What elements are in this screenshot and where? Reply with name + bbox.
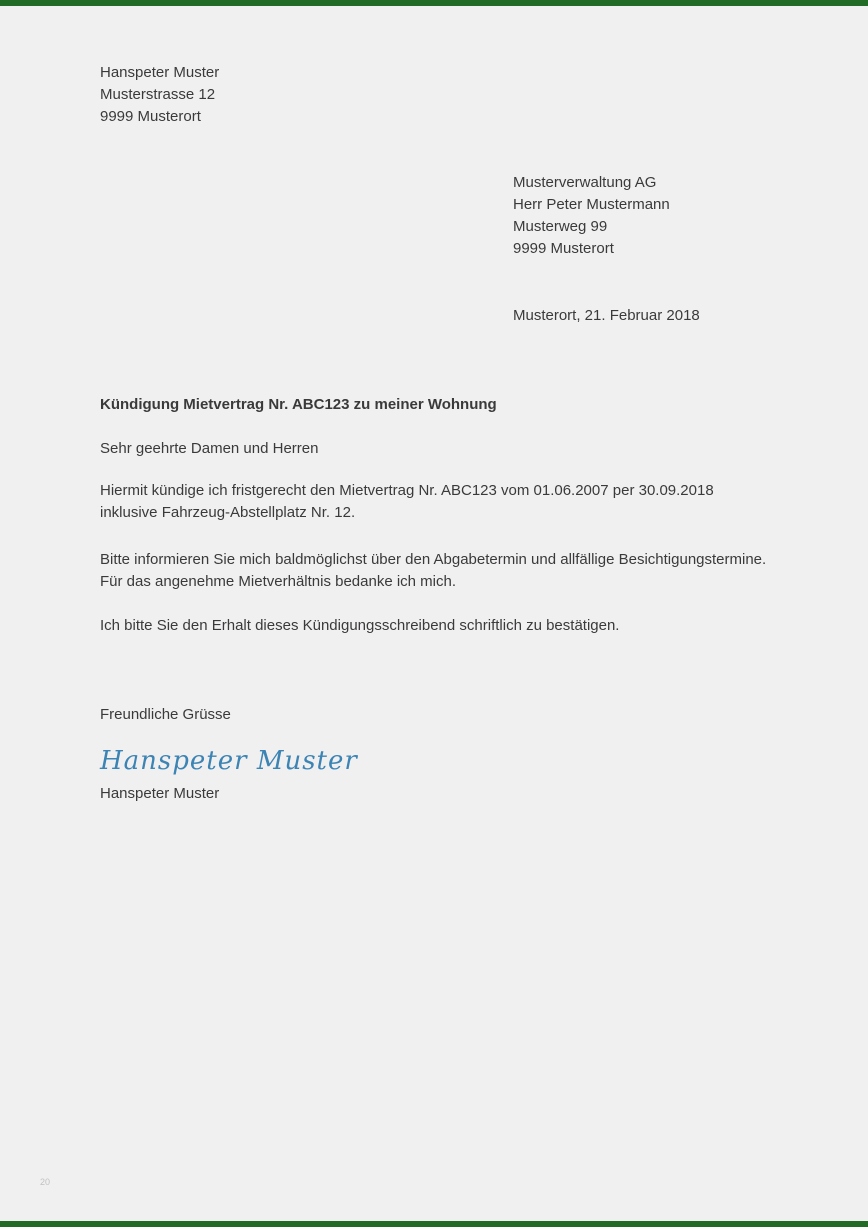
body-paragraph-2: Bitte informieren Sie mich baldmöglichst über den Abgabetermin und allfällige Besichtigungstermine. Für das angenehme Mietverhältnis bedanke ich mich.: [100, 551, 767, 590]
subject-line: Kündigung Mietvertrag Nr. ABC123 zu meiner Wohnung: [100, 396, 497, 413]
signer-printed-name: Hanspeter Muster: [100, 785, 220, 802]
body-paragraph-1: Hiermit kündige ich fristgerecht den Mietvertrag Nr. ABC123 vom 01.06.2007 per 30.09.2018 inklusive Fahrzeug-Abstellplatz Nr. 12.: [100, 482, 714, 521]
top-green-border: [0, 0, 868, 6]
closing-line: Freundliche Grüsse: [100, 706, 231, 723]
recipient-name: Herr Peter Mustermann: [513, 196, 670, 213]
sender-city: 9999 Musterort: [100, 108, 201, 125]
recipient-address-block: [513, 172, 670, 260]
page-number: 20: [40, 1177, 51, 1187]
date-line: Musterort, 21. Februar 2018: [513, 307, 700, 324]
recipient-city: 9999 Musterort: [513, 240, 614, 257]
recipient-street: Musterweg 99: [513, 218, 608, 235]
handwritten-signature: Hanspeter Muster: [100, 746, 358, 776]
body-paragraph-3: Ich bitte Sie den Erhalt dieses Kündigungsschreibend schriftlich zu bestätigen.: [100, 617, 620, 634]
sender-name: Hanspeter Muster: [100, 64, 220, 81]
sender-address-block: [100, 62, 219, 128]
sender-street: Musterstrasse 12: [100, 86, 216, 103]
recipient-company: Musterverwaltung AG: [513, 174, 657, 191]
bottom-green-border: [0, 1221, 868, 1227]
salutation: Sehr geehrte Damen und Herren: [100, 440, 319, 457]
